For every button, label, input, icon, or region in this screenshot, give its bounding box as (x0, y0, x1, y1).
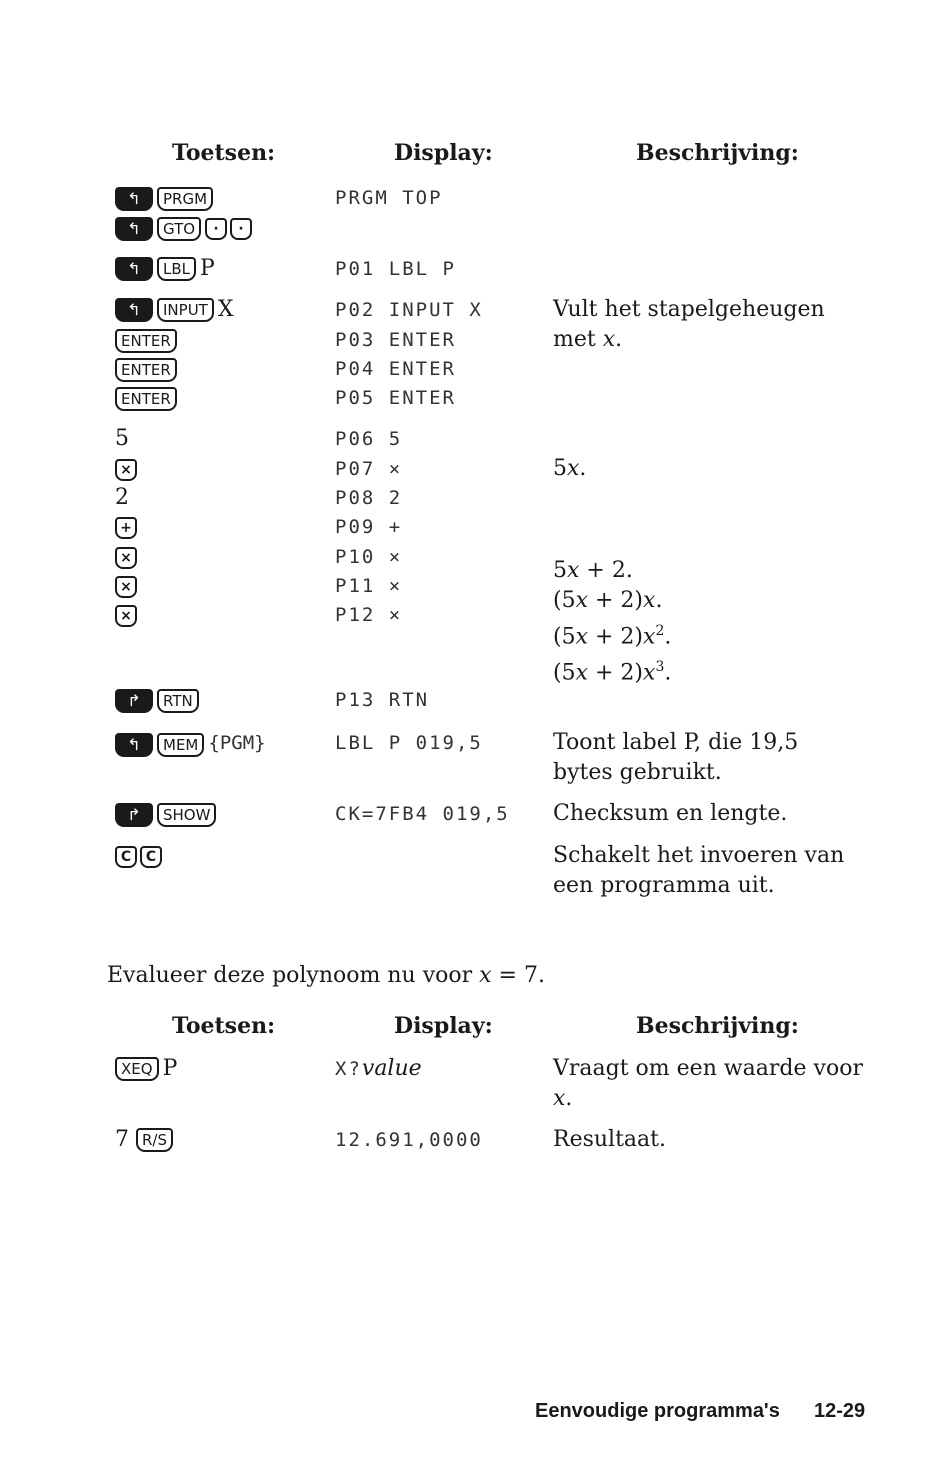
description-exit: Schakelt het invoeren van een programma uit. (553, 843, 845, 898)
clear-key: C (115, 846, 137, 868)
digit-five: 5 (115, 426, 129, 451)
key-row-xeq (115, 1054, 177, 1084)
enter-key: ENTER (115, 358, 177, 382)
display-line: P12 × (335, 604, 403, 626)
left-shift-icon: ↰ (115, 217, 153, 241)
prompt-display: X?value (335, 1056, 422, 1081)
variable-letter: X (217, 297, 234, 322)
result-display: 12.691,0000 (335, 1129, 483, 1151)
enter-key: ENTER (115, 329, 177, 353)
gto-key: GTO (157, 217, 201, 241)
enter-key: ENTER (115, 387, 177, 411)
mem-key: MEM (157, 733, 204, 757)
description-result: Resultaat. (553, 1127, 666, 1152)
key-row-gto (115, 213, 255, 243)
key-row-rs (115, 1125, 177, 1155)
key-row-input (115, 295, 234, 325)
right-shift-icon: ↱ (115, 803, 153, 827)
display-header: Display: (394, 140, 493, 166)
display-line: P13 RTN (335, 689, 430, 711)
multiply-key: × (115, 605, 137, 627)
display-line: PRGM TOP (335, 187, 443, 209)
run-stop-key: R/S (136, 1128, 173, 1152)
input-key: INPUT (157, 298, 214, 322)
left-shift-icon: ↰ (115, 298, 153, 322)
description-polynomial: 5x + 2. (5x + 2)x. $(5x + 2)x^2$. $(5x + 2)x^3$. (553, 558, 672, 686)
program-letter: P (162, 1056, 178, 1081)
lbl-key: LBL (157, 257, 196, 281)
description-label: Toont label P, die 19,5 bytes gebruikt. (553, 730, 799, 785)
keys-header-2: Toetsen: (172, 1013, 276, 1039)
clear-key: C (140, 846, 162, 868)
display-line: P02 INPUT X (335, 299, 483, 321)
footer-title: Eenvoudige programma's (535, 1400, 780, 1422)
description-header: Beschrijving: (636, 140, 799, 166)
display-line: P01 LBL P (335, 258, 456, 280)
description-prompt: Vraagt om een waarde voor x. (553, 1056, 863, 1111)
pgm-menu-label: {PGM} (208, 732, 266, 754)
prgm-key: PRGM (157, 187, 213, 211)
dot-key: · (205, 218, 227, 240)
display-line: P03 ENTER (335, 329, 456, 351)
key-row-prgm (115, 183, 217, 213)
description-header-2: Beschrijving: (636, 1013, 799, 1039)
multiply-key: × (115, 547, 137, 569)
display-line: P04 ENTER (335, 358, 456, 380)
key-row-mem (115, 728, 266, 758)
multiply-key: × (115, 576, 137, 598)
description-fivex: 5x. (553, 456, 587, 481)
dot-key: · (230, 218, 252, 240)
rtn-key: RTN (157, 689, 199, 713)
key-row-show (115, 799, 220, 829)
display-header-2: Display: (394, 1013, 493, 1039)
page-number: 12-29 (814, 1400, 866, 1422)
key-row-clear (115, 841, 165, 871)
description-checksum: Checksum en lengte. (553, 801, 788, 826)
display-line: P06 5 (335, 428, 403, 450)
left-shift-icon: ↰ (115, 257, 153, 281)
display-line: LBL P 019,5 (335, 732, 483, 754)
intro-text: Evalueer deze polynoom nu voor x = 7. (107, 963, 545, 988)
display-line: P11 × (335, 575, 403, 597)
display-line: CK=7FB4 019,5 (335, 803, 510, 825)
display-line: P09 + (335, 516, 403, 538)
left-shift-icon: ↰ (115, 733, 153, 757)
key-row-rtn (115, 685, 203, 715)
description-fill: Vult het stapelgeheugen met x. (553, 297, 825, 352)
plus-key: + (115, 517, 137, 539)
digit-two: 2 (115, 485, 129, 510)
show-key: SHOW (157, 803, 216, 827)
left-shift-icon: ↰ (115, 187, 153, 211)
keys-header: Toetsen: (172, 140, 276, 166)
display-line: P10 × (335, 546, 403, 568)
xeq-key: XEQ (115, 1057, 159, 1081)
display-line: P08 2 (335, 487, 403, 509)
key-row-lbl (115, 254, 215, 284)
multiply-key: × (115, 459, 137, 481)
display-line: P05 ENTER (335, 387, 456, 409)
label-letter: P (200, 256, 215, 281)
digit-seven: 7 (115, 1127, 129, 1152)
right-shift-icon: ↱ (115, 689, 153, 713)
display-line: P07 × (335, 458, 403, 480)
